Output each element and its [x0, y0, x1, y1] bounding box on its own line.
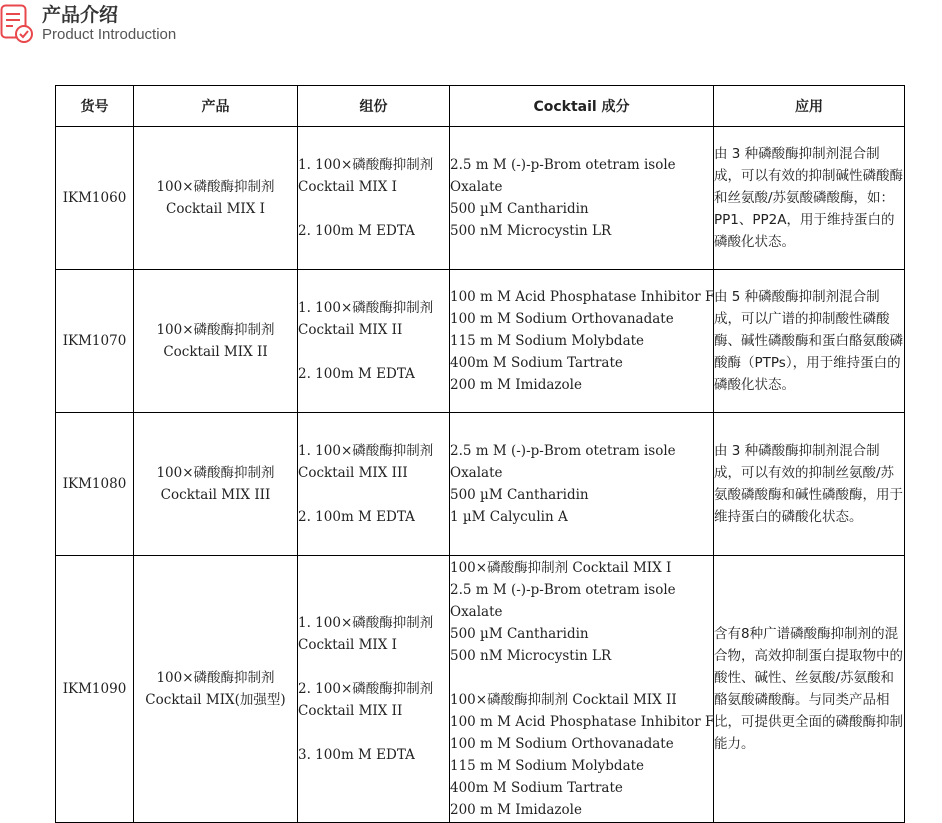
ingredient-line: Oxalate [450, 465, 503, 481]
product-name-line: Cocktail MIX(加强型) [145, 692, 286, 708]
product-name-cell [134, 127, 298, 270]
ingredients-cell [450, 413, 714, 556]
product-code-cell: IKM1080 [56, 413, 134, 556]
ingredient-line: 500 µM Cantharidin [450, 626, 589, 642]
ingredient-line: Oxalate [450, 604, 503, 620]
ingredient-line: 500 µM Cantharidin [450, 487, 589, 503]
component-line: Cocktail MIX II [298, 322, 403, 338]
ingredient-line: 100 m M Sodium Orthovanadate [450, 311, 674, 327]
component-line: 2. 100m M EDTA [298, 223, 415, 239]
ingredient-line: 100×磷酸酶抑制剂 Cocktail MIX I [450, 560, 672, 576]
table-row [56, 127, 905, 270]
application-cell: 由 3 种磷酸酶抑制剂混合制成，可以有效的抑制丝氨酸/苏氨酸磷酸酶和碱性磷酸酶，用于维持蛋白的磷酸化状态。 [714, 413, 905, 556]
table-row [56, 556, 905, 823]
section-header [0, 0, 942, 50]
components-cell [298, 556, 450, 823]
section-title: 产品介绍 [42, 4, 119, 26]
component-line: 1. 100×磷酸酶抑制剂 [298, 300, 434, 316]
column-header-ingredients: Cocktail 成分 [450, 86, 714, 127]
component-line: Cocktail MIX II [298, 703, 403, 719]
ingredient-line: 100 m M Acid Phosphatase Inhibitor F [450, 714, 715, 730]
product-name-cell [134, 270, 298, 413]
product-name-line: Cocktail MIX III [160, 487, 271, 503]
product-code-cell: IKM1070 [56, 270, 134, 413]
ingredient-line: 500 nM Microcystin LR [450, 223, 612, 239]
ingredient-line: 500 µM Cantharidin [450, 201, 589, 217]
ingredient-line: 200 m M Imidazole [450, 377, 582, 393]
product-name-line: Cocktail MIX II [163, 344, 268, 360]
column-header-application: 应用 [714, 86, 905, 127]
ingredient-line: 2.5 m M (-)-p-Brom otetram isole [450, 582, 676, 598]
ingredient-line: 500 nM Microcystin LR [450, 648, 612, 664]
ingredient-line: 2.5 m M (-)-p-Brom otetram isole [450, 157, 676, 173]
product-name-cell [134, 556, 298, 823]
ingredient-line: 100×磷酸酶抑制剂 Cocktail MIX II [450, 692, 677, 708]
column-header-code: 货号 [56, 86, 134, 127]
ingredient-line: 2.5 m M (-)-p-Brom otetram isole [450, 443, 676, 459]
product-name-cell [134, 413, 298, 556]
components-cell [298, 413, 450, 556]
product-name-line: 100×磷酸酶抑制剂 [156, 179, 275, 195]
ingredient-line: 400m M Sodium Tartrate [450, 780, 623, 796]
product-name-line: Cocktail MIX I [166, 201, 265, 217]
component-line: Cocktail MIX III [298, 465, 408, 481]
component-line: 3. 100m M EDTA [298, 747, 415, 763]
column-header-components: 组份 [298, 86, 450, 127]
application-cell: 由 3 种磷酸酶抑制剂混合制成，可以有效的抑制碱性磷酸酶和丝氨酸/苏氨酸磷酸酶，如：PP1、PP2A，用于维持蛋白的磷酸化状态。 [714, 127, 905, 270]
ingredient-line: 100 m M Sodium Orthovanadate [450, 736, 674, 752]
ingredient-line: Oxalate [450, 179, 503, 195]
ingredient-line: 115 m M Sodium Molybdate [450, 333, 645, 349]
section-subtitle: Product Introduction [42, 26, 177, 43]
document-check-icon [0, 4, 34, 44]
ingredient-line: 400m M Sodium Tartrate [450, 355, 623, 371]
table-row [56, 270, 905, 413]
ingredient-line: 1 µM Calyculin A [450, 509, 568, 525]
components-cell [298, 270, 450, 413]
table-row [56, 413, 905, 556]
product-code-cell: IKM1090 [56, 556, 134, 823]
component-line: Cocktail MIX I [298, 637, 397, 653]
component-line: 1. 100×磷酸酶抑制剂 [298, 157, 434, 173]
ingredient-line: 100 m M Acid Phosphatase Inhibitor F [450, 289, 715, 305]
product-table [55, 85, 905, 823]
component-line: Cocktail MIX I [298, 179, 397, 195]
ingredients-cell [450, 127, 714, 270]
ingredient-line: 115 m M Sodium Molybdate [450, 758, 645, 774]
ingredient-line: 200 m M Imidazole [450, 802, 582, 818]
ingredients-cell [450, 270, 714, 413]
table-header-row [56, 86, 905, 127]
component-line: 2. 100m M EDTA [298, 366, 415, 382]
ingredients-cell [450, 556, 714, 823]
application-cell: 含有8种广谱磷酸酶抑制剂的混合物，高效抑制蛋白提取物中的酸性、碱性、丝氨酸/苏氨酸和酪氨酸磷酸酶。与同类产品相比，可提供更全面的磷酸酶抑制能力。 [714, 556, 905, 823]
component-line: 2. 100m M EDTA [298, 509, 415, 525]
column-header-product: 产品 [134, 86, 298, 127]
product-name-line: 100×磷酸酶抑制剂 [156, 322, 275, 338]
product-code-cell: IKM1060 [56, 127, 134, 270]
product-name-line: 100×磷酸酶抑制剂 [156, 670, 275, 686]
component-line: 1. 100×磷酸酶抑制剂 [298, 443, 434, 459]
components-cell [298, 127, 450, 270]
component-line: 1. 100×磷酸酶抑制剂 [298, 615, 434, 631]
component-line: 2. 100×磷酸酶抑制剂 [298, 681, 434, 697]
product-name-line: 100×磷酸酶抑制剂 [156, 465, 275, 481]
application-cell: 由 5 种磷酸酶抑制剂混合制成，可以广谱的抑制酸性磷酸酶、碱性磷酸酶和蛋白酪氨酸磷酸酶（PTPs），用于维持蛋白的磷酸化状态。 [714, 270, 905, 413]
